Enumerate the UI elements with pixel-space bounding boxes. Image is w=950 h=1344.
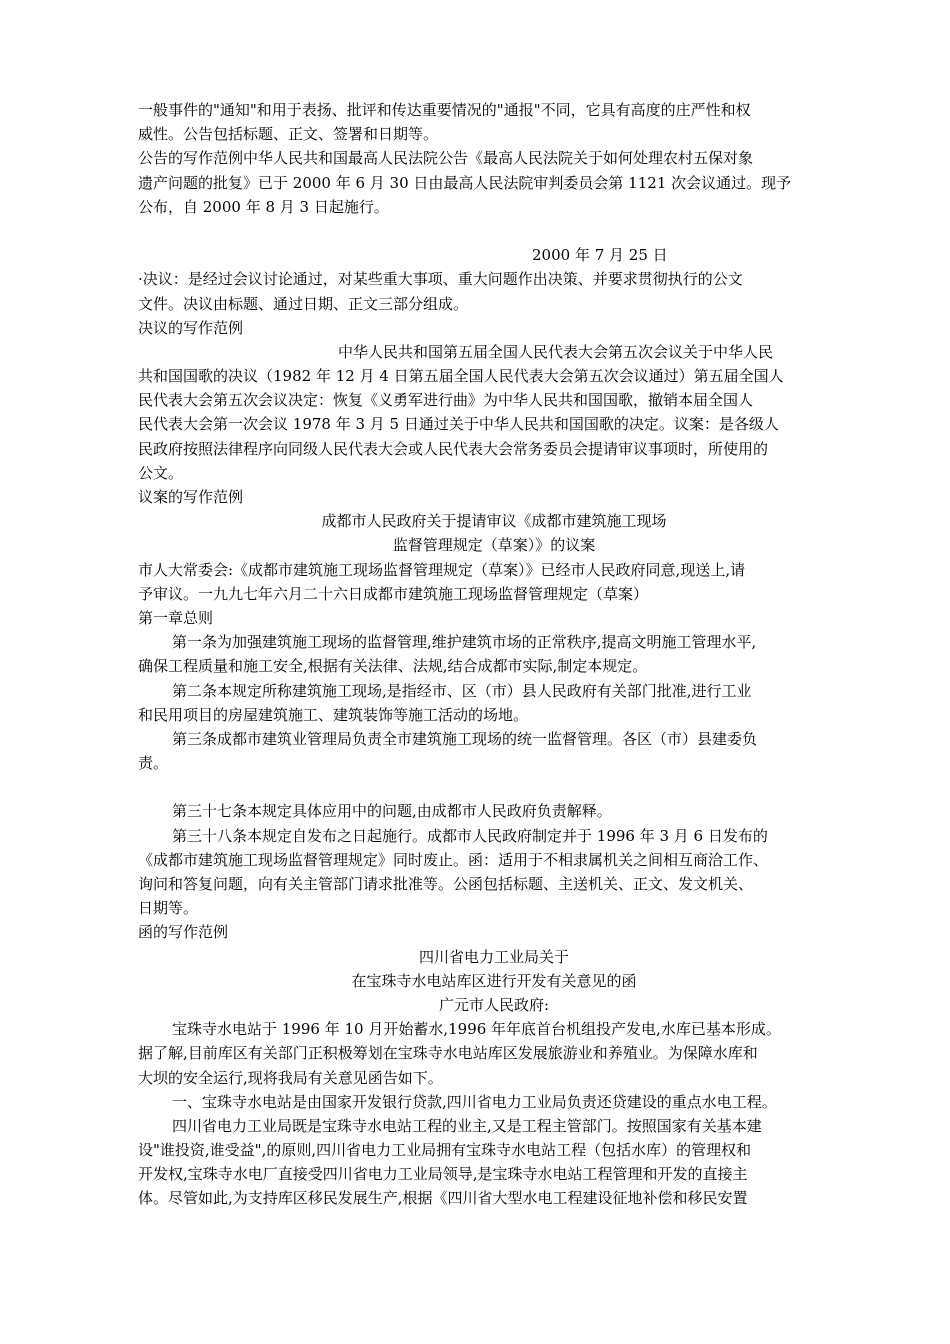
- article-line: 第一条为加强建筑施工现场的监督管理,维护建筑市场的正常秩序,提高文明施工管理水平,: [172, 633, 757, 652]
- article-line: 第三十八条本规定自发布之日起施行。成都市人民政府制定并于 1996 年 3 月 6 日发布的: [172, 826, 768, 845]
- text-line: 开发权,宝珠寺水电厂直接受四川省电力工业局领导,是宝珠寺水电站工程管理和开发的直接主: [138, 1165, 748, 1184]
- text-line: 《成都市建筑施工现场监督管理规定》同时废止。函：适用于不相隶属机关之间相互商洽工作、: [138, 850, 769, 869]
- blank-line: [138, 219, 850, 243]
- text-line: 市人大常委会:《成都市建筑施工现场监督管理规定（草案）》已经市人民政府同意,现送上,请: [138, 560, 746, 579]
- text-line: 公文。: [138, 463, 184, 482]
- text-line: 和民用项目的房屋建筑施工、建筑装饰等施工活动的场地。: [138, 705, 529, 724]
- text-line: 民代表大会第一次会议 1978 年 3 月 5 日通过关于中华人民共和国国歌的决定。议案：是各级人: [138, 415, 779, 434]
- text-line: 据了解,目前库区有关部门正积极筹划在宝珠寺水电站库区发展旅游业和养殖业。为保障水库和: [138, 1044, 758, 1063]
- paragraph-line: 四川省电力工业局既是宝珠寺水电站工程的业主,又是工程主管部门。按照国家有关基本建: [172, 1116, 762, 1135]
- paragraph-line: 宝珠寺水电站于 1996 年 10 月开始蓄水,1996 年年底首台机组投产发电,水库已基本形成。: [172, 1020, 781, 1039]
- section-heading: 决议的写作范例: [138, 318, 244, 337]
- text-line: 文件。决议由标题、通过日期、正文三部分组成。: [138, 294, 469, 313]
- text-line: 一般事件的"通知"和用于表扬、批评和传达重要情况的"通报"不同，它具有高度的庄严性和权: [138, 101, 751, 119]
- announcement-date: 2000 年 7 月 25 日: [532, 246, 668, 265]
- text-line: 公告的写作范例中华人民共和国最高人民法院公告《最高人民法院关于如何处理农村五保对象: [138, 149, 754, 168]
- text-line: 共和国国歌的决议（1982 年 12 月 4 日第五届全国人民代表大会第五次会议通过）第五届全国人: [138, 367, 784, 386]
- text-line: 予审议。一九九七年六月二十六日成都市建筑施工现场监督管理规定（草案）: [138, 584, 649, 603]
- text-line: 威性。公告包括标题、正文、签署和日期等。: [138, 125, 439, 144]
- text-line: 公布，自 2000 年 8 月 3 日起施行。: [138, 197, 389, 216]
- paragraph-line: 一、宝珠寺水电站是由国家开发银行贷款,四川省电力工业局负责还贷建设的重点水电工程。: [172, 1092, 777, 1111]
- motion-title: 监督管理规定（草案）》的议案: [392, 536, 596, 555]
- document-page: [138, 98, 850, 1211]
- letter-title: 四川省电力工业局关于: [418, 947, 569, 966]
- text-line: ·决议：是经过会议讨论通过，对某些重大事项、重大问题作出决策、并要求贯彻执行的公文: [138, 270, 743, 289]
- blank-line: [138, 775, 850, 799]
- motion-title: 成都市人民政府关于提请审议《成都市建筑施工现场: [321, 512, 667, 531]
- article-line: 第三条成都市建筑业管理局负责全市建筑施工现场的统一监督管理。各区（市）县建委负: [172, 729, 758, 748]
- section-heading: 函的写作范例: [138, 923, 229, 942]
- resolution-title: 中华人民共和国第五届全国人民代表大会第五次会议关于中华人民: [338, 342, 774, 361]
- text-line: 大坝的安全运行,现将我局有关意见函告如下。: [138, 1068, 443, 1087]
- letter-title: 在宝珠寺水电站库区进行开发有关意见的函: [351, 971, 637, 990]
- text-line: 设"谁投资,谁受益",的原则,四川省电力工业局拥有宝珠寺水电站工程（包括水库）的管理权和: [138, 1141, 752, 1160]
- text-line: 民政府按照法律程序向同级人民代表大会或人民代表大会常务委员会提请审议事项时，所使用的: [138, 439, 769, 458]
- section-heading: 议案的写作范例: [138, 488, 244, 506]
- text-line: 遗产问题的批复》已于 2000 年 6 月 30 日由最高人民法院审判委员会第 1121 次会议通过。现予: [138, 173, 792, 192]
- text-line: 确保工程质量和施工安全,根据有关法律、法规,结合成都市实际,制定本规定。: [138, 657, 648, 676]
- letter-recipient: 广元市人民政府:: [438, 995, 550, 1014]
- text-line: 体。尽管如此,为支持库区移民发展生产,根据《四川省大型水电工程建设征地补偿和移民安置: [138, 1189, 748, 1208]
- text-line: 责。: [138, 754, 169, 773]
- article-line: 第二条本规定所称建筑施工现场,是指经市、区（市）县人民政府有关部门批准,进行工业: [172, 681, 752, 700]
- text-line: 询问和答复问题，向有关主管部门请求批准等。公函包括标题、主送机关、正文、发文机关、: [138, 875, 754, 893]
- text-line: 日期等。: [138, 899, 199, 918]
- chapter-heading: 第一章总则: [138, 608, 214, 627]
- text-line: 民代表大会第五次会议决定：恢复《义勇军进行曲》为中华人民共和国国歌，撤销本届全国人: [138, 391, 754, 410]
- article-line: 第三十七条本规定具体应用中的问题,由成都市人民政府负责解释。: [172, 802, 612, 821]
